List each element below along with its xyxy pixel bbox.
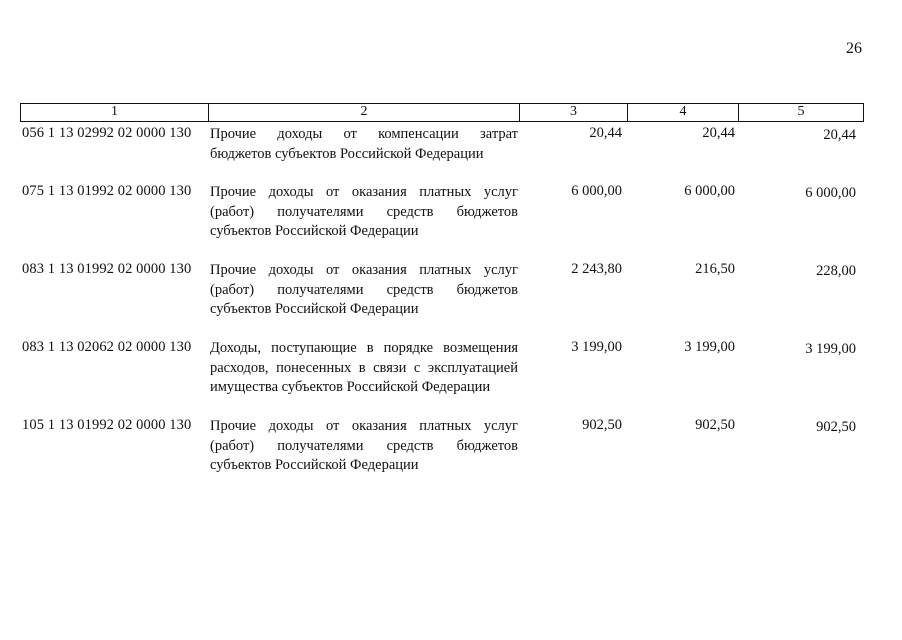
income-code: 083 1 13 02062 02 0000 130	[22, 339, 192, 355]
value-column-3: 2 243,80	[571, 261, 622, 277]
value-column-3: 20,44	[589, 125, 622, 141]
income-description	[210, 339, 518, 398]
column-header-2: 2	[209, 104, 520, 121]
description-line: Прочие доходы от оказания платных услуг	[210, 184, 518, 200]
column-header-3: 3	[520, 104, 628, 121]
income-code: 075 1 13 01992 02 0000 130	[22, 183, 192, 199]
value-column-4: 6 000,00	[684, 183, 735, 199]
description-line: Прочие доходы от оказания платных услуг	[210, 418, 518, 434]
description-line: Доходы, поступающие в порядке возмещения	[210, 340, 518, 356]
page-number: 26	[846, 40, 862, 57]
income-description	[210, 261, 518, 320]
description-line: Прочие доходы от компенсации затрат	[210, 126, 518, 142]
value-column-3: 3 199,00	[571, 339, 622, 355]
column-header-5: 5	[797, 104, 805, 119]
value-column-4: 20,44	[702, 125, 735, 141]
value-column-5: 902,50	[816, 419, 856, 435]
value-column-5: 3 199,00	[805, 341, 856, 357]
description-line: субъектов Российской Федерации	[210, 457, 419, 473]
value-column-3: 902,50	[582, 417, 622, 433]
column-header-4: 4	[628, 104, 739, 121]
description-line: Прочие доходы от оказания платных услуг	[210, 262, 518, 278]
description-line: (работ) получателями средств бюджетов	[210, 437, 518, 454]
value-column-5: 6 000,00	[805, 185, 856, 201]
income-code: 105 1 13 01992 02 0000 130	[22, 417, 192, 433]
description-line: расходов, понесенных в связи с эксплуатацией	[210, 359, 518, 376]
income-description	[210, 183, 518, 242]
income-code: 056 1 13 02992 02 0000 130	[22, 125, 192, 141]
income-description	[210, 125, 518, 164]
value-column-3: 6 000,00	[571, 183, 622, 199]
description-line: имущества субъектов Российской Федерации	[210, 379, 491, 395]
description-line: (работ) получателями средств бюджетов	[210, 203, 518, 220]
value-column-5: 20,44	[823, 127, 856, 143]
description-line: субъектов Российской Федерации	[210, 223, 419, 239]
table-header	[20, 103, 864, 122]
value-column-5: 228,00	[816, 263, 856, 279]
column-header-1: 1	[21, 104, 209, 121]
value-column-4: 216,50	[695, 261, 735, 277]
income-code: 083 1 13 01992 02 0000 130	[22, 261, 192, 277]
description-line: субъектов Российской Федерации	[210, 301, 419, 317]
value-column-4: 902,50	[695, 417, 735, 433]
income-description	[210, 417, 518, 476]
description-line: (работ) получателями средств бюджетов	[210, 281, 518, 298]
description-line: бюджетов субъектов Российской Федерации	[210, 145, 484, 162]
value-column-4: 3 199,00	[684, 339, 735, 355]
